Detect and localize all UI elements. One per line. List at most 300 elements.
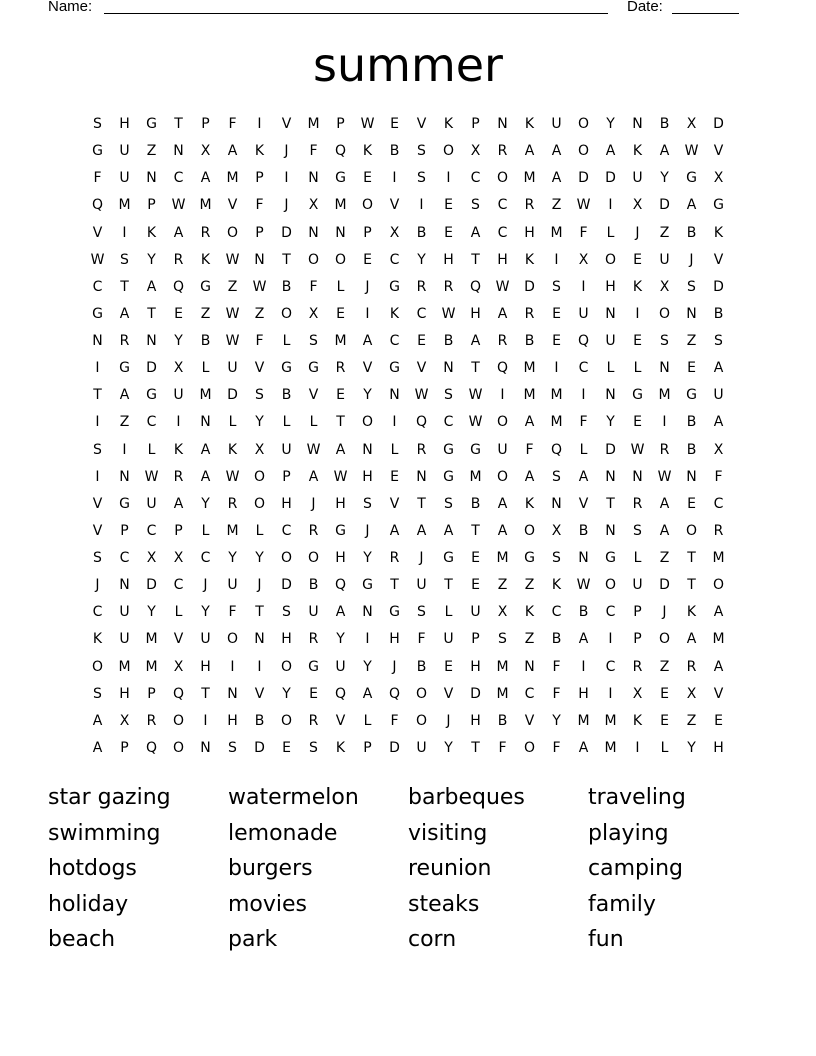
grid-letter: A <box>713 360 724 377</box>
grid-row <box>84 708 732 735</box>
grid-letter: K <box>227 441 238 458</box>
grid-letter: C <box>497 224 508 241</box>
grid-letter: H <box>119 685 130 702</box>
grid-letter: S <box>93 685 102 702</box>
grid-letter: O <box>307 251 320 268</box>
grid-letter: A <box>173 495 184 512</box>
date-blank-line <box>672 13 739 14</box>
grid-letter: F <box>552 658 561 675</box>
worksheet-header <box>48 0 748 18</box>
grid-letter: U <box>119 604 130 621</box>
grid-letter: O <box>577 116 590 132</box>
grid-letter: A <box>470 224 481 241</box>
grid-letter: L <box>633 550 642 566</box>
word-item: corn <box>408 927 457 952</box>
grid-letter: G <box>308 360 319 377</box>
grid-letter: L <box>660 739 669 756</box>
grid-letter: G <box>605 550 616 566</box>
grid-row <box>84 138 732 165</box>
grid-letter: X <box>686 685 697 702</box>
grid-letter: S <box>552 468 561 485</box>
grid-letter: I <box>257 658 262 675</box>
grid-letter: R <box>227 495 238 512</box>
grid-letter: F <box>390 712 399 729</box>
grid-letter: X <box>686 116 697 132</box>
grid-letter: H <box>389 631 400 648</box>
grid-letter: C <box>416 305 427 322</box>
grid-letter: A <box>551 143 562 160</box>
grid-letter: X <box>497 604 508 621</box>
grid-letter: L <box>390 441 399 458</box>
grid-letter: F <box>714 468 723 485</box>
grid-letter: B <box>524 333 535 349</box>
grid-letter: K <box>443 116 454 132</box>
grid-letter: Y <box>417 251 426 268</box>
grid-letter: Q <box>577 333 590 349</box>
grid-letter: I <box>608 197 613 214</box>
grid-letter: M <box>523 360 536 377</box>
grid-letter: P <box>633 604 642 621</box>
word-item: lemonade <box>228 820 338 846</box>
grid-letter: E <box>687 360 696 377</box>
grid-letter: Z <box>254 305 265 322</box>
grid-letter: A <box>605 143 616 160</box>
grid-letter: M <box>550 414 563 431</box>
grid-letter: A <box>524 468 535 485</box>
grid-letter: A <box>200 468 211 485</box>
grid-letter: D <box>659 197 670 214</box>
grid-letter: P <box>633 631 642 648</box>
grid-letter: L <box>282 414 291 431</box>
grid-row <box>84 165 732 192</box>
grid-letter: G <box>443 550 454 566</box>
grid-letter: X <box>632 685 643 702</box>
grid-letter: E <box>363 170 372 187</box>
grid-letter: V <box>92 224 103 241</box>
grid-letter: I <box>122 224 127 241</box>
grid-letter: P <box>363 739 372 756</box>
grid-letter: T <box>444 577 453 594</box>
grid-letter: C <box>605 658 616 675</box>
grid-row <box>84 192 732 219</box>
grid-letter: S <box>471 197 480 214</box>
grid-letter: I <box>581 278 586 295</box>
grid-letter: Q <box>469 278 482 295</box>
grid-letter: K <box>686 604 697 621</box>
grid-letter: A <box>659 143 670 160</box>
grid-letter: S <box>498 631 507 648</box>
grid-letter: P <box>201 116 210 132</box>
word-item: park <box>228 927 278 952</box>
grid-letter: Q <box>172 685 185 702</box>
grid-letter: H <box>470 305 481 322</box>
grid-letter: M <box>469 468 482 485</box>
grid-letter: N <box>362 604 373 621</box>
grid-letter: I <box>635 305 640 322</box>
grid-letter: B <box>551 631 562 648</box>
grid-letter: H <box>335 495 346 512</box>
grid-letter: I <box>608 631 613 648</box>
grid-letter: E <box>309 685 318 702</box>
grid-letter: R <box>497 333 508 349</box>
word-item: watermelon <box>228 785 359 810</box>
grid-letter: N <box>443 360 454 377</box>
grid-letter: U <box>308 604 319 621</box>
grid-letter: I <box>95 360 100 377</box>
grid-letter: F <box>309 143 318 160</box>
grid-letter: L <box>579 441 588 458</box>
grid-letter: H <box>281 631 292 648</box>
grid-letter: G <box>686 170 697 187</box>
grid-letter: I <box>581 387 586 404</box>
grid-letter: E <box>471 550 480 566</box>
grid-letter: O <box>685 522 698 539</box>
grid-letter: O <box>658 305 671 322</box>
word-item: burgers <box>228 856 313 881</box>
grid-row <box>84 572 732 599</box>
grid-letter: X <box>713 170 724 187</box>
grid-letter: A <box>200 170 211 187</box>
grid-letter: W <box>225 333 240 349</box>
grid-letter: A <box>659 522 670 539</box>
grid-letter: S <box>417 604 426 621</box>
grid-letter: O <box>604 577 617 594</box>
grid-row <box>84 599 732 626</box>
grid-letter: A <box>173 224 184 241</box>
word-column <box>48 780 228 958</box>
grid-letter: K <box>524 495 535 512</box>
grid-letter: N <box>92 333 103 349</box>
grid-letter: U <box>119 143 130 160</box>
grid-letter: Q <box>388 685 401 702</box>
grid-letter: V <box>281 116 292 132</box>
grid-letter: A <box>578 468 589 485</box>
word-item: star gazing <box>48 785 171 810</box>
grid-letter: T <box>93 387 102 404</box>
grid-letter: J <box>311 495 316 512</box>
grid-letter: H <box>578 685 589 702</box>
grid-letter: V <box>254 360 265 377</box>
grid-letter: Z <box>686 333 697 349</box>
grid-letter: R <box>416 278 427 295</box>
grid-letter: Z <box>146 143 157 160</box>
grid-letter: P <box>174 522 183 539</box>
grid-letter: H <box>335 550 346 566</box>
grid-letter: S <box>228 739 237 756</box>
grid-letter: L <box>201 360 210 377</box>
grid-letter: L <box>444 604 453 621</box>
grid-letter: M <box>550 387 563 404</box>
grid-letter: W <box>468 414 483 431</box>
grid-letter: M <box>199 197 212 214</box>
word-item: movies <box>228 891 308 917</box>
grid-letter: K <box>524 604 535 621</box>
grid-letter: H <box>497 251 508 268</box>
grid-letter: S <box>714 333 723 349</box>
grid-letter: L <box>633 360 642 377</box>
grid-letter: C <box>524 685 535 702</box>
grid-letter: I <box>284 170 289 187</box>
grid-letter: D <box>659 577 670 594</box>
grid-letter: O <box>712 577 725 594</box>
grid-letter: W <box>441 305 456 322</box>
grid-letter: Z <box>659 224 670 241</box>
grid-letter: O <box>226 224 239 241</box>
grid-letter: Q <box>334 143 347 160</box>
grid-letter: N <box>686 305 697 322</box>
grid-letter: G <box>92 305 103 322</box>
grid-letter: Y <box>363 658 372 675</box>
grid-row <box>84 382 732 409</box>
grid-letter: H <box>119 116 130 132</box>
grid-letter: U <box>119 170 130 187</box>
grid-letter: R <box>389 550 400 566</box>
grid-letter: R <box>119 333 130 349</box>
grid-letter: M <box>523 387 536 404</box>
grid-letter: W <box>630 441 645 458</box>
grid-letter: M <box>577 712 590 729</box>
grid-letter: M <box>523 170 536 187</box>
grid-letter: M <box>334 197 347 214</box>
grid-letter: D <box>227 387 238 404</box>
grid-letter: I <box>581 658 586 675</box>
word-item: visiting <box>408 820 488 846</box>
grid-letter: Y <box>201 604 210 621</box>
date-label: Date: <box>627 0 663 15</box>
grid-letter: K <box>551 577 562 594</box>
grid-letter: H <box>281 495 292 512</box>
grid-letter: W <box>333 468 348 485</box>
grid-letter: U <box>632 577 643 594</box>
grid-letter: H <box>470 712 481 729</box>
grid-letter: D <box>254 739 265 756</box>
word-column <box>588 780 768 958</box>
grid-letter: R <box>686 658 697 675</box>
grid-letter: K <box>146 224 157 241</box>
grid-letter: N <box>632 116 643 132</box>
grid-letter: G <box>146 116 157 132</box>
grid-letter: Z <box>119 414 130 431</box>
grid-letter: V <box>254 685 265 702</box>
grid-letter: J <box>446 712 451 729</box>
grid-letter: J <box>365 522 370 539</box>
grid-letter: J <box>284 197 289 214</box>
grid-letter: P <box>336 116 345 132</box>
grid-letter: Z <box>227 278 238 295</box>
grid-letter: U <box>227 360 238 377</box>
grid-letter: P <box>120 739 129 756</box>
grid-letter: I <box>95 468 100 485</box>
grid-letter: W <box>468 387 483 404</box>
grid-letter: N <box>497 116 508 132</box>
grid-letter: C <box>389 333 400 349</box>
grid-letter: K <box>524 251 535 268</box>
grid-letter: G <box>713 197 724 214</box>
grid-letter: R <box>497 143 508 160</box>
grid-letter: Q <box>550 441 563 458</box>
grid-letter: S <box>660 333 669 349</box>
grid-letter: A <box>443 522 454 539</box>
grid-letter: A <box>470 333 481 349</box>
grid-letter: N <box>308 224 319 241</box>
grid-letter: I <box>635 739 640 756</box>
grid-letter: X <box>551 522 562 539</box>
grid-letter: H <box>200 658 211 675</box>
grid-letter: M <box>658 387 671 404</box>
grid-letter: R <box>443 278 454 295</box>
grid-letter: N <box>686 468 697 485</box>
grid-row <box>84 518 732 545</box>
grid-letter: J <box>689 251 694 268</box>
grid-letter: E <box>282 739 291 756</box>
grid-letter: C <box>713 495 724 512</box>
grid-row <box>84 301 732 328</box>
grid-letter: G <box>443 441 454 458</box>
grid-letter: W <box>144 468 159 485</box>
grid-letter: P <box>255 224 264 241</box>
grid-letter: X <box>200 143 211 160</box>
grid-letter: V <box>713 143 724 160</box>
grid-letter: W <box>576 577 591 594</box>
grid-letter: G <box>308 658 319 675</box>
grid-letter: U <box>173 387 184 404</box>
grid-letter: E <box>444 197 453 214</box>
grid-letter: U <box>200 631 211 648</box>
grid-letter: Y <box>255 550 264 566</box>
grid-letter: J <box>257 577 262 594</box>
grid-letter: R <box>632 495 643 512</box>
grid-letter: T <box>255 604 264 621</box>
grid-letter: H <box>443 251 454 268</box>
grid-letter: G <box>389 278 400 295</box>
grid-letter: N <box>416 468 427 485</box>
grid-letter: I <box>554 360 559 377</box>
word-item: hotdogs <box>48 856 137 881</box>
grid-letter: L <box>201 522 210 539</box>
grid-letter: Z <box>686 712 697 729</box>
grid-letter: L <box>282 333 291 349</box>
grid-letter: N <box>146 170 157 187</box>
grid-letter: M <box>226 170 239 187</box>
grid-letter: S <box>633 522 642 539</box>
grid-letter: E <box>552 333 561 349</box>
grid-letter: V <box>308 387 319 404</box>
grid-letter: O <box>577 143 590 160</box>
grid-letter: X <box>146 550 157 566</box>
word-item: traveling <box>588 785 686 810</box>
grid-letter: K <box>92 631 103 648</box>
grid-letter: Q <box>334 577 347 594</box>
grid-letter: K <box>389 305 400 322</box>
grid-letter: Z <box>659 550 670 566</box>
grid-letter: T <box>336 414 345 431</box>
grid-letter: V <box>578 495 589 512</box>
grid-letter: R <box>146 712 157 729</box>
grid-letter: O <box>253 468 266 485</box>
grid-row <box>84 491 732 518</box>
grid-letter: C <box>92 278 103 295</box>
grid-letter: C <box>578 360 589 377</box>
grid-letter: G <box>362 577 373 594</box>
grid-letter: F <box>579 224 588 241</box>
grid-letter: O <box>91 658 104 675</box>
word-item: holiday <box>48 891 129 917</box>
grid-letter: N <box>200 739 211 756</box>
grid-letter: A <box>713 604 724 621</box>
grid-letter: G <box>389 360 400 377</box>
grid-letter: N <box>605 522 616 539</box>
grid-letter: I <box>608 685 613 702</box>
grid-row <box>84 735 732 762</box>
grid-letter: I <box>554 251 559 268</box>
grid-letter: K <box>335 739 346 756</box>
grid-letter: F <box>417 631 426 648</box>
grid-letter: K <box>632 712 643 729</box>
grid-letter: T <box>471 360 480 377</box>
grid-letter: S <box>309 333 318 349</box>
grid-letter: T <box>390 577 399 594</box>
grid-letter: J <box>635 224 640 241</box>
grid-letter: D <box>146 360 157 377</box>
grid-letter: H <box>227 712 238 729</box>
grid-letter: P <box>120 522 129 539</box>
grid-letter: O <box>280 305 293 322</box>
grid-letter: V <box>92 495 103 512</box>
grid-letter: H <box>470 658 481 675</box>
grid-letter: N <box>524 658 535 675</box>
grid-letter: A <box>362 333 373 349</box>
grid-letter: X <box>119 712 130 729</box>
grid-letter: F <box>498 739 507 756</box>
grid-letter: H <box>524 224 535 241</box>
grid-letter: O <box>253 495 266 512</box>
grid-letter: D <box>470 685 481 702</box>
grid-letter: N <box>200 414 211 431</box>
grid-letter: N <box>308 170 319 187</box>
grid-letter: A <box>200 441 211 458</box>
grid-letter: W <box>225 305 240 322</box>
grid-letter: O <box>415 685 428 702</box>
grid-letter: G <box>146 387 157 404</box>
grid-row <box>84 437 732 464</box>
grid-letter: N <box>119 468 130 485</box>
grid-letter: M <box>118 197 131 214</box>
grid-letter: L <box>174 604 183 621</box>
grid-letter: A <box>524 143 535 160</box>
grid-letter: R <box>335 360 346 377</box>
grid-letter: S <box>687 278 696 295</box>
grid-letter: F <box>579 414 588 431</box>
grid-row <box>84 681 732 708</box>
page-title: summer <box>313 38 503 92</box>
grid-letter: J <box>419 550 424 566</box>
grid-letter: M <box>604 739 617 756</box>
grid-letter: H <box>362 468 373 485</box>
grid-letter: D <box>713 278 724 295</box>
grid-letter: C <box>281 522 292 539</box>
grid-letter: A <box>146 278 157 295</box>
word-list <box>48 780 768 958</box>
grid-letter: S <box>417 170 426 187</box>
grid-letter: A <box>308 468 319 485</box>
grid-letter: K <box>173 441 184 458</box>
grid-letter: G <box>119 495 130 512</box>
grid-letter: Y <box>660 170 669 187</box>
grid-letter: S <box>309 739 318 756</box>
grid-letter: T <box>174 116 183 132</box>
grid-letter: R <box>173 251 184 268</box>
grid-letter: B <box>281 278 292 295</box>
